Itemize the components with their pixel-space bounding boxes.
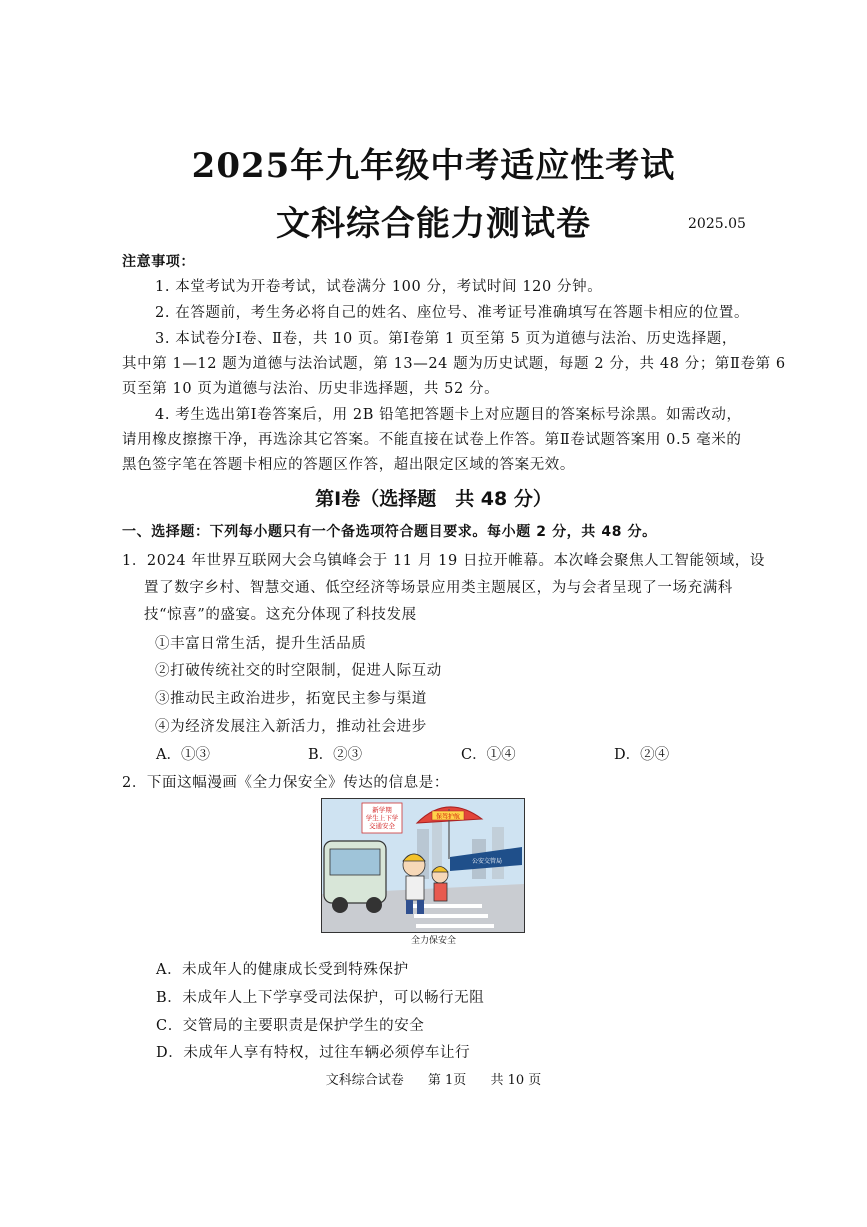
footer-total-pages: 共 10 页 xyxy=(490,1073,542,1088)
notes-item-4: 4. 考生选出第Ⅰ卷答案后，用 2B 铅笔把答题卡上对应题目的答案标号涂黑。如需改动， xyxy=(155,407,742,423)
q1-stem-line2: 置了数字乡村、智慧交通、低空经济等场景应用类主题展区，为与会者呈现了一场充满科 xyxy=(144,580,733,596)
q1-statement-1: ①丰富日常生活，提升生活品质 xyxy=(155,636,367,652)
q1-statement-4: ④为经济发展注入新活力，推动社会进步 xyxy=(155,719,427,735)
svg-text:新学期: 新学期 xyxy=(372,806,392,814)
svg-text:保驾护航: 保驾护航 xyxy=(435,813,461,821)
bus-icon xyxy=(324,841,386,913)
exam-title-line2: 文科综合能力测试卷 xyxy=(276,204,591,244)
q1-statement-3: ③推动民主政治进步，拓宽民主参与渠道 xyxy=(155,691,427,707)
q1-stem-line3: 技“惊喜”的盛宴。这充分体现了科技发展 xyxy=(144,607,417,623)
q2-option-a: A．未成年人的健康成长受到特殊保护 xyxy=(156,962,409,978)
q2-option-c: C．交管局的主要职责是保护学生的安全 xyxy=(156,1018,425,1034)
footer-page-number: 第 1页 xyxy=(427,1073,467,1088)
q2-option-b: B．未成年人上下学享受司法保护，可以畅行无阻 xyxy=(156,990,485,1006)
notes-item-4-cont2: 黑色签字笔在答题卡相应的答题区作答，超出限定区域的答案无效。 xyxy=(122,457,575,473)
exam-title-line1: 2025年九年级中考适应性考试 xyxy=(191,146,676,186)
footer-subject: 文科综合试卷 xyxy=(325,1073,404,1088)
section-instruction: 一、选择题：下列每小题只有一个备选项符合题目要求。每小题 2 分，共 48 分。 xyxy=(122,524,657,540)
page-footer xyxy=(0,1069,867,1088)
q1-stem-line1: 1．2024 年世界互联网大会乌镇峰会于 11 月 19 日拉开帷幕。本次峰会聚焦人工智能领域，设 xyxy=(122,553,765,569)
notes-item-2: 2. 在答题前，考生务必将自己的姓名、座位号、准考证号准确填写在答题卡相应的位置。 xyxy=(155,305,750,321)
section-title: 第Ⅰ卷（选择题 共 48 分） xyxy=(315,488,552,510)
q1-statement-2: ②打破传统社交的时空限制，促进人际互动 xyxy=(155,663,442,679)
q1-option-d: D．②④ xyxy=(614,747,670,763)
notes-heading: 注意事项： xyxy=(122,254,195,270)
notes-item-1: 1. 本堂考试为开卷考试，试卷满分 100 分，考试时间 120 分钟。 xyxy=(155,279,603,295)
notes-item-3-cont1: 其中第 1—12 题为道德与法治试题，第 13—24 题为历史试题，每题 2 分，共 48 分；第Ⅱ卷第 6 xyxy=(122,356,786,372)
q2-stem: 2．下面这幅漫画《全力保安全》传达的信息是： xyxy=(122,775,449,791)
notes-item-3: 3. 本试卷分Ⅰ卷、Ⅱ卷，共 10 页。第Ⅰ卷第 1 页至第 5 页为道德与法治、历史选择题， xyxy=(155,331,738,347)
q2-option-d: D．未成年人享有特权，过往车辆必须停车让行 xyxy=(156,1045,471,1061)
exam-date: 2025.05 xyxy=(688,216,746,232)
svg-text:学生上下学: 学生上下学 xyxy=(365,814,399,822)
q1-option-a: A．①③ xyxy=(156,747,210,763)
svg-text:公安交管局: 公安交管局 xyxy=(471,858,503,865)
notes-item-4-cont1: 请用橡皮擦擦干净，再选涂其它答案。不能直接在试卷上作答。第Ⅱ卷试题答案用 0.5 毫米的 xyxy=(122,432,742,448)
svg-text:交通安全: 交通安全 xyxy=(369,822,395,830)
cartoon-caption: 全力保安全 xyxy=(410,936,456,946)
q1-option-b: B．②③ xyxy=(308,747,363,763)
notes-item-3-cont2: 页至第 10 页为道德与法治、历史非选择题，共 52 分。 xyxy=(122,381,500,397)
safety-cartoon-image xyxy=(321,798,525,933)
q1-option-c: C．①④ xyxy=(461,747,516,763)
